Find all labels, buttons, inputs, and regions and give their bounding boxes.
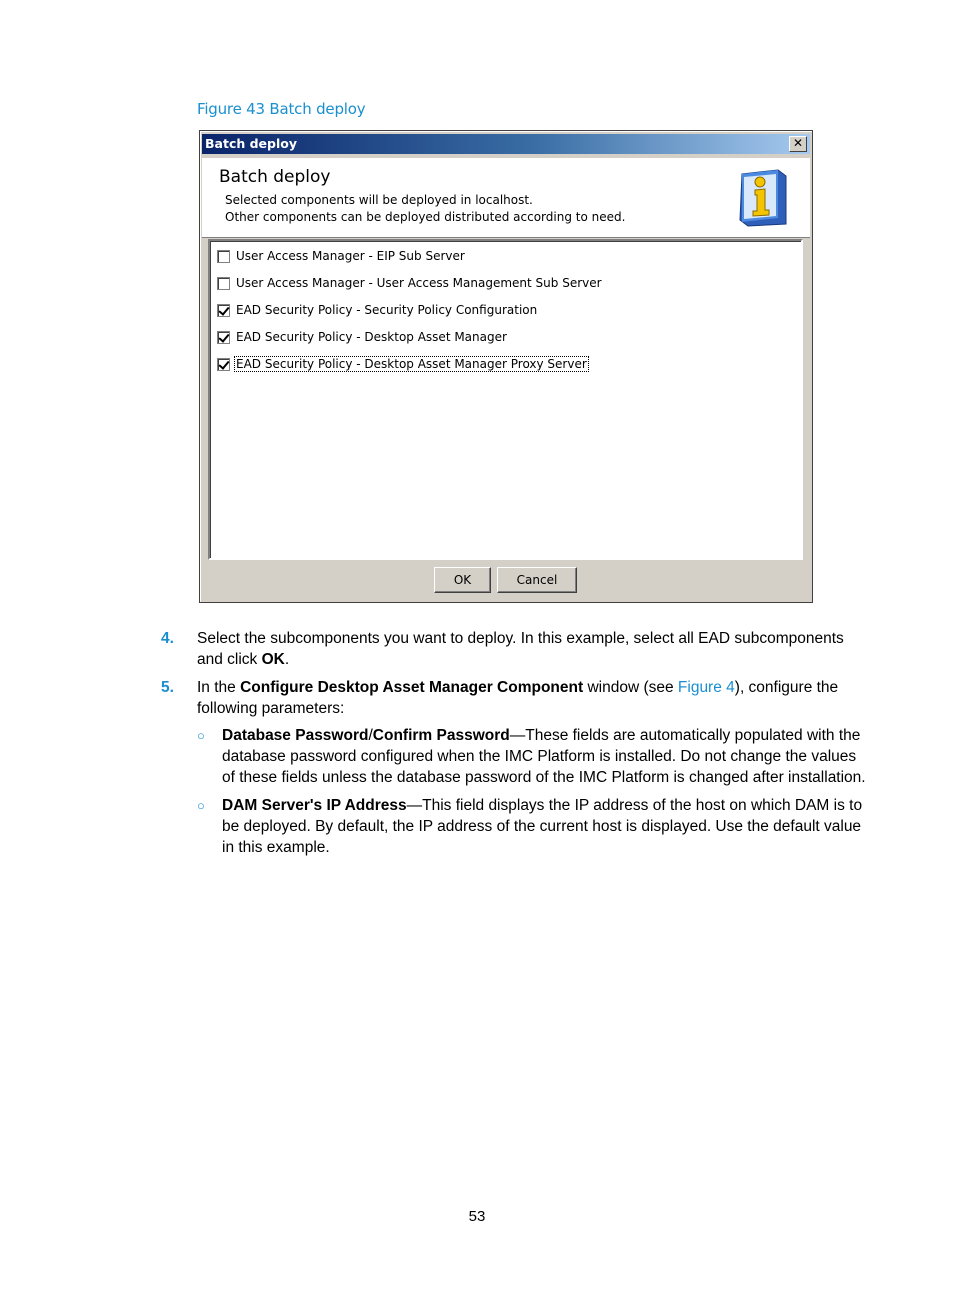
item-label: User Access Manager - EIP Sub Server: [236, 249, 465, 263]
list-item[interactable]: [217, 301, 538, 319]
step-number: 4.: [161, 630, 174, 647]
item-label: EAD Security Policy - Security Policy Configuration: [236, 303, 538, 317]
list-item[interactable]: [217, 355, 588, 373]
step-text-part: Select the subcomponents you want to deploy. In this example, select all EAD subcomponents and click: [197, 630, 844, 668]
list-item[interactable]: [217, 247, 466, 265]
item-label: EAD Security Policy - Desktop Asset Manager Proxy Server: [236, 357, 587, 371]
sub-item-text: [222, 725, 867, 788]
step-bold-window-name: Configure Desktop Asset Manager Component: [240, 679, 584, 696]
param-name: Database Password: [222, 727, 369, 744]
sub-item-text: [222, 795, 867, 858]
ok-button[interactable]: OK: [434, 567, 491, 593]
param-description: —This field displays the IP address of the host on which DAM is to be deployed. By default, the IP address of the current host is displayed. Use the default value in this example.: [222, 797, 863, 856]
sub-item-dam-server-ip: [197, 795, 867, 858]
title-bar[interactable]: [202, 134, 810, 154]
batch-deploy-dialog: [199, 130, 813, 603]
window-title: Batch deploy: [205, 136, 297, 151]
param-name: Confirm Password: [372, 727, 510, 744]
step-text: [197, 677, 867, 719]
separator: /: [368, 727, 373, 744]
dialog-header: [202, 158, 810, 238]
step-text-part: In the: [197, 679, 241, 696]
step-5: [161, 677, 871, 719]
step-text: [197, 628, 867, 670]
checkbox[interactable]: [217, 277, 230, 290]
bullet-icon: ○: [197, 728, 205, 743]
header-title: Batch deploy: [219, 167, 331, 187]
page-number: 53: [468, 1208, 486, 1225]
sub-item-database-password: [197, 725, 867, 788]
item-label: EAD Security Policy - Desktop Asset Manager: [236, 330, 507, 344]
step-text-part: window (see: [583, 679, 678, 696]
figure-caption: Figure 43 Batch deploy: [197, 100, 366, 118]
close-button[interactable]: ✕: [789, 136, 807, 152]
step-bold-ok: OK: [261, 651, 285, 668]
checkbox[interactable]: [217, 358, 230, 371]
param-name: DAM Server's IP Address: [222, 797, 407, 814]
list-item[interactable]: [217, 328, 508, 346]
checkbox[interactable]: [217, 331, 230, 344]
step-4: [161, 628, 871, 670]
header-description-line1: Selected components will be deployed in localhost.: [225, 193, 533, 207]
param-description: —These fields are automatically populated with the database password configured when the IMC Platform is installed. Do not change the values of these fields unless the database password of the IMC Platform is changed after installation.: [222, 727, 866, 786]
info-icon: [734, 168, 790, 228]
component-list[interactable]: [208, 239, 803, 560]
cancel-button[interactable]: Cancel: [497, 567, 577, 593]
checkbox[interactable]: [217, 250, 230, 263]
item-label: User Access Manager - User Access Management Sub Server: [236, 276, 602, 290]
step-text-part: .: [284, 651, 290, 668]
header-description-line2: Other components can be deployed distributed according to need.: [225, 210, 626, 224]
step-text-part: ), configure the following parameters:: [197, 679, 839, 717]
bullet-icon: ○: [197, 798, 205, 813]
list-item[interactable]: [217, 274, 603, 292]
figure-link[interactable]: Figure 4: [677, 679, 735, 696]
checkbox[interactable]: [217, 304, 230, 317]
step-number: 5.: [161, 679, 174, 696]
